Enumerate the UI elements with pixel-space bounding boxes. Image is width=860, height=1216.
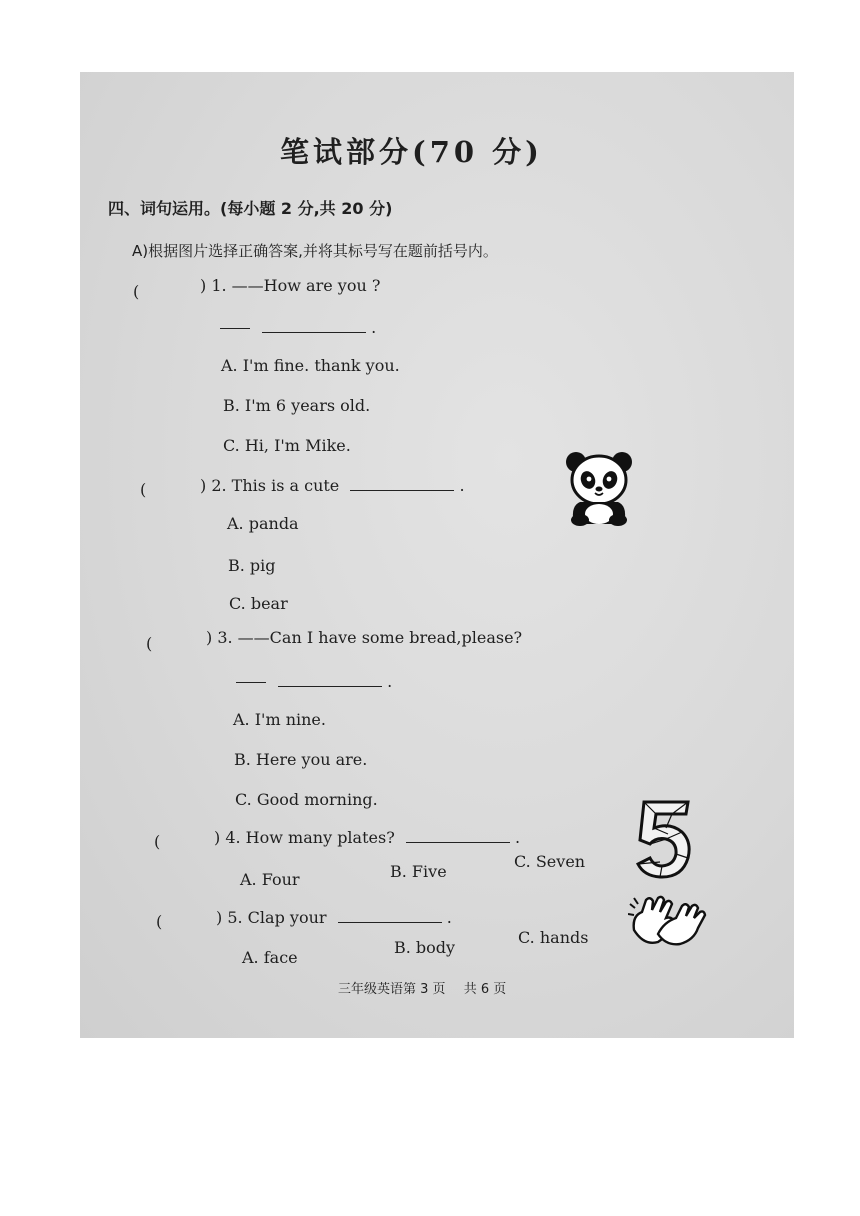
option-c: C. Good morning. [235, 790, 378, 809]
option-b: B. Here you are. [234, 750, 368, 769]
option-b: B. I'm 6 years old. [223, 396, 371, 415]
section-instruction: A)根据图片选择正确答案,并将其标号写在题前括号内。 [132, 242, 498, 260]
question-stem-line [214, 828, 520, 847]
answer-blank[interactable] [278, 672, 382, 687]
option-c: C. bear [229, 594, 288, 613]
answer-bracket[interactable]: ( [133, 282, 140, 301]
answer-blank[interactable] [350, 476, 454, 491]
answer-bracket[interactable]: ( [140, 480, 147, 499]
answer-line-end: . [387, 672, 393, 691]
option-b: B. body [394, 938, 456, 957]
panda-icon [564, 450, 634, 526]
answer-bracket[interactable]: ( [146, 634, 153, 653]
page-footer [338, 978, 520, 997]
option-a: A. Four [240, 870, 300, 889]
option-c: C. Hi, I'm Mike. [223, 436, 351, 455]
answer-line-end: . [459, 476, 465, 495]
option-a: A. I'm nine. [233, 710, 326, 729]
question-stem: ) 4. How many plates? [214, 828, 395, 847]
option-b: B. pig [228, 556, 276, 575]
option-a: A. I'm fine. thank you. [221, 356, 400, 375]
dialogue-dash [236, 682, 266, 683]
option-a: A. face [242, 948, 298, 967]
answer-blank[interactable] [338, 908, 442, 923]
question-stem: ) 2. This is a cute [200, 476, 340, 495]
answer-line-end: . [514, 828, 521, 847]
scanned-exam-page [80, 72, 794, 1038]
section-heading: 四、词句运用。(每小题 2 分,共 20 分) [108, 199, 393, 218]
answer-line[interactable] [220, 318, 376, 337]
page-total: 共 6 页 [463, 982, 507, 997]
answer-bracket[interactable]: ( [156, 912, 163, 931]
option-c: C. hands [518, 928, 589, 947]
dialogue-dash [220, 328, 250, 329]
answer-line[interactable] [236, 672, 392, 691]
answer-line-end: . [371, 318, 377, 337]
number-five-icon [636, 798, 694, 880]
question-stem-line [216, 908, 452, 927]
answer-line-end: . [446, 908, 452, 927]
answer-blank[interactable] [406, 828, 510, 843]
answer-blank[interactable] [262, 318, 366, 333]
clapping-hands-icon [628, 894, 708, 946]
option-c: C. Seven [514, 852, 586, 871]
page-number: 三年级英语第 3 页 [338, 982, 446, 997]
question-stem: ) 5. Clap your [216, 908, 327, 927]
question-stem: ) 3. ——Can I have some bread,please? [206, 628, 523, 647]
option-b: B. Five [390, 862, 447, 881]
question-stem-line [200, 476, 465, 495]
option-a: A. panda [227, 514, 299, 533]
answer-bracket[interactable]: ( [154, 832, 161, 851]
question-stem: ) 1. ——How are you ? [200, 276, 381, 295]
page-title: 笔试部分(70 分) [280, 135, 543, 169]
